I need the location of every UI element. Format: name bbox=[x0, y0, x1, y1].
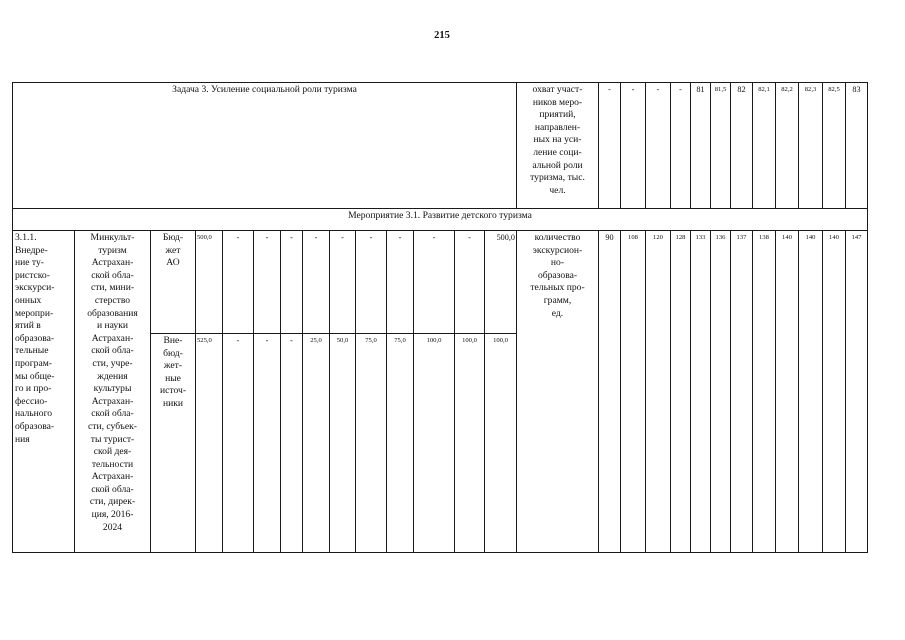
source-0-year-1: - bbox=[253, 230, 281, 334]
source-1-year-6: 75,0 bbox=[386, 333, 414, 553]
source-name-1: Вне- бюд- жет- ные источ- ники bbox=[150, 333, 196, 553]
source-0-year-2: - bbox=[280, 230, 303, 334]
task-value-2: - bbox=[645, 82, 671, 209]
measure-value-4: 133 bbox=[690, 230, 711, 553]
measure-value-8: 140 bbox=[775, 230, 799, 553]
measure-value-11: 147 bbox=[845, 230, 868, 553]
source-0-year-0: - bbox=[222, 230, 254, 334]
event-title: Мероприятие 3.1. Развитие детского туризма bbox=[12, 208, 868, 231]
measure-value-3: 128 bbox=[670, 230, 691, 553]
task-value-7: 82,1 bbox=[752, 82, 776, 209]
measure-value-0: 90 bbox=[598, 230, 621, 553]
task-indicator: охват участ- ников меро- приятий, направлен- ных на уси- ление соци- альной роли туризма, тыс. чел. bbox=[516, 82, 599, 209]
source-1-year-0: - bbox=[222, 333, 254, 553]
source-1-year-9: 100,0 bbox=[484, 333, 517, 553]
measure-executors: Минкульт- туризм Астрахан- ской обла- сти, мини- стерство образования и науки Астрахан- ской обла- сти, учре- ждения культуры Астрахан- ской обла- сти, субъек- ты турист- ской дея- тельности Астрахан- ской обла- сти, дирек- ция, 2016- 2024 bbox=[74, 230, 151, 553]
source-1-year-3: 25,0 bbox=[302, 333, 330, 553]
measure-value-7: 138 bbox=[752, 230, 776, 553]
source-total-1: 525,0 bbox=[195, 333, 223, 553]
source-0-year-3: - bbox=[302, 230, 330, 334]
task-value-1: - bbox=[620, 82, 646, 209]
source-0-year-6: - bbox=[386, 230, 414, 334]
task-value-4: 81 bbox=[690, 82, 711, 209]
task-title: Задача 3. Усиление социальной роли туризма bbox=[12, 82, 517, 209]
page-number: 215 bbox=[434, 30, 450, 41]
measure-value-1: 108 bbox=[620, 230, 646, 553]
task-value-3: - bbox=[670, 82, 691, 209]
source-1-year-1: - bbox=[253, 333, 281, 553]
source-name-0: Бюд- жет АО bbox=[150, 230, 196, 334]
source-0-year-4: - bbox=[329, 230, 356, 334]
source-0-year-8: - bbox=[454, 230, 485, 334]
measure-value-2: 120 bbox=[645, 230, 671, 553]
task-value-0: - bbox=[598, 82, 621, 209]
source-1-year-8: 100,0 bbox=[454, 333, 485, 553]
task-value-9: 82,3 bbox=[798, 82, 823, 209]
measure-value-10: 140 bbox=[822, 230, 846, 553]
measure-indicator: количество экскурсион- но- образова- тельных про- грамм, ед. bbox=[516, 230, 599, 553]
measure-value-9: 140 bbox=[798, 230, 823, 553]
measure-value-6: 137 bbox=[730, 230, 753, 553]
measure-number: 3.1.1. Внедре- ние ту- ристско- экскурси- онных меропри- ятий в образова- тельные програм- мы обще- го и про- фессио- нального образова- ния bbox=[12, 230, 75, 553]
source-total-0: 500,0 bbox=[195, 230, 223, 334]
task-value-6: 82 bbox=[730, 82, 753, 209]
source-1-year-2: - bbox=[280, 333, 303, 553]
source-0-year-9: 500,0 bbox=[484, 230, 517, 334]
source-0-year-5: - bbox=[355, 230, 387, 334]
source-1-year-7: 100,0 bbox=[413, 333, 455, 553]
task-value-11: 83 bbox=[845, 82, 868, 209]
task-value-8: 82,2 bbox=[775, 82, 799, 209]
source-1-year-4: 50,0 bbox=[329, 333, 356, 553]
measure-value-5: 136 bbox=[710, 230, 731, 553]
task-value-10: 82,5 bbox=[822, 82, 846, 209]
source-0-year-7: - bbox=[413, 230, 455, 334]
task-value-5: 81,5 bbox=[710, 82, 731, 209]
source-1-year-5: 75,0 bbox=[355, 333, 387, 553]
